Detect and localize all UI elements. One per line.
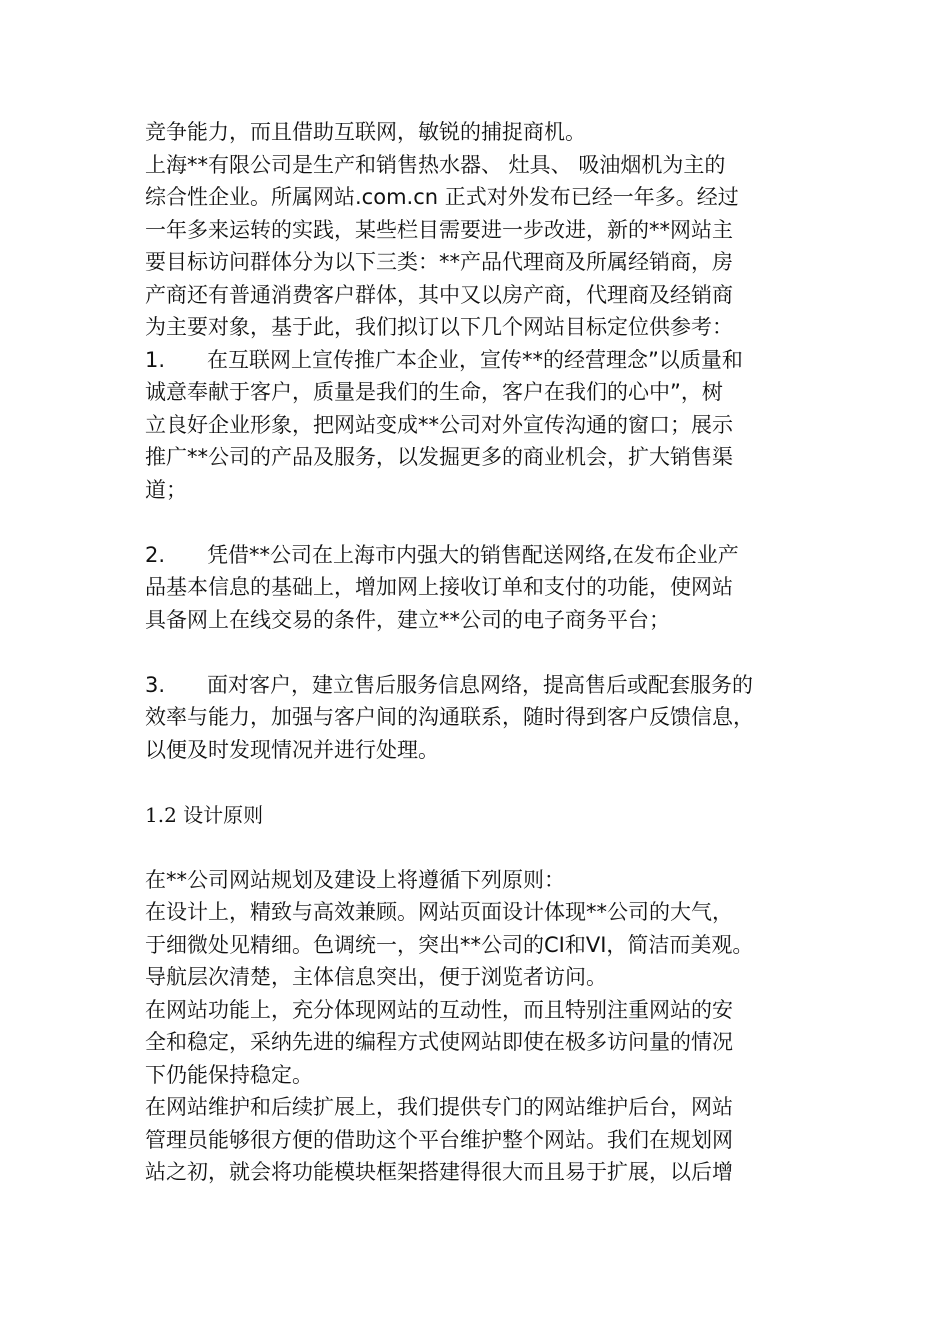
blank-line [145,766,815,799]
document-body [145,116,815,1189]
paragraph-line: 全和稳定，采纳先进的编程方式使网站即使在极多访问量的情况 [145,1030,733,1054]
paragraph-line: 在设计上，精致与高效兼顾。网站页面设计体现**公司的大气， [145,900,733,924]
paragraph-line: 管理员能够很方便的借助这个平台维护整个网站。我们在规划网 [145,1127,733,1152]
list-item-3-line: 以便及时发现情况并进行处理。 [145,737,439,762]
list-item-1-line: 1. 在互联网上宣传推广本企业，宣传**的经营理念”以质量和 [145,347,743,372]
list-item-1-line: 立良好企业形象，把网站变成**公司对外宣传沟通的窗口；展示 [145,412,733,437]
paragraph-line: 站之初，就会将功能模块框架搭建得很大而且易于扩展，以后增 [145,1160,733,1184]
list-item-1-line: 道； [145,477,187,502]
paragraph-line: 在**公司网站规划及建设上将遵循下列原则： [145,867,565,892]
section-heading: 1.2 设计原则 [145,802,264,827]
paragraph-line: 在网站功能上，充分体现网站的互动性，而且特别注重网站的安 [145,997,733,1022]
blank-line [145,506,815,539]
paragraph-line: 于细微处见精细。色调统一，突出**公司的CI和VI，简洁而美观。 [145,932,754,957]
paragraph-line: 一年多来运转的实践，某些栏目需要进一步改进，新的**网站主 [145,217,733,242]
paragraph-line: 上海**有限公司是生产和销售热水器、 灶具、 吸油烟机为主的 [145,152,726,177]
paragraph-line: 综合性企业。所属网站.com.cn 正式对外发布已经一年多。经过 [145,185,739,209]
paragraph-line: 下仍能保持稳定。 [145,1062,313,1087]
blank-line [145,636,815,669]
paragraph-line: 要目标访问群体分为以下三类：**产品代理商及所属经销商，房 [145,250,733,274]
paragraph-line: 竞争能力，而且借助互联网，敏锐的捕捉商机。 [145,120,586,144]
paragraph-line: 为主要对象，基于此，我们拟订以下几个网站目标定位供参考： [145,315,733,339]
list-item-2-line: 品基本信息的基础上，增加网上接收订单和支付的功能，使网站 [145,575,733,599]
paragraph-line: 导航层次清楚，主体信息突出，便于浏览者访问。 [145,965,607,989]
list-item-2-line: 2. 凭借**公司在上海市内强大的销售配送网络,在发布企业产 [145,542,739,567]
paragraph-line: 在网站维护和后续扩展上，我们提供专门的网站维护后台，网站 [145,1095,733,1119]
list-item-1-line: 推广**公司的产品及服务，以发掘更多的商业机会，扩大销售渠 [145,445,733,469]
blank-line [145,831,815,864]
list-item-3-line: 效率与能力，加强与客户间的沟通联系，随时得到客户反馈信息， [145,705,754,729]
list-item-3-line: 3. 面对客户，建立售后服务信息网络，提高售后或配套服务的 [145,672,754,697]
list-item-1-line: 诚意奉献于客户，质量是我们的生命，客户在我们的心中”，树 [145,380,723,404]
list-item-2-line: 具备网上在线交易的条件，建立**公司的电子商务平台； [145,607,670,632]
paragraph-line: 产商还有普通消费客户群体，其中又以房产商，代理商及经销商 [145,282,733,307]
